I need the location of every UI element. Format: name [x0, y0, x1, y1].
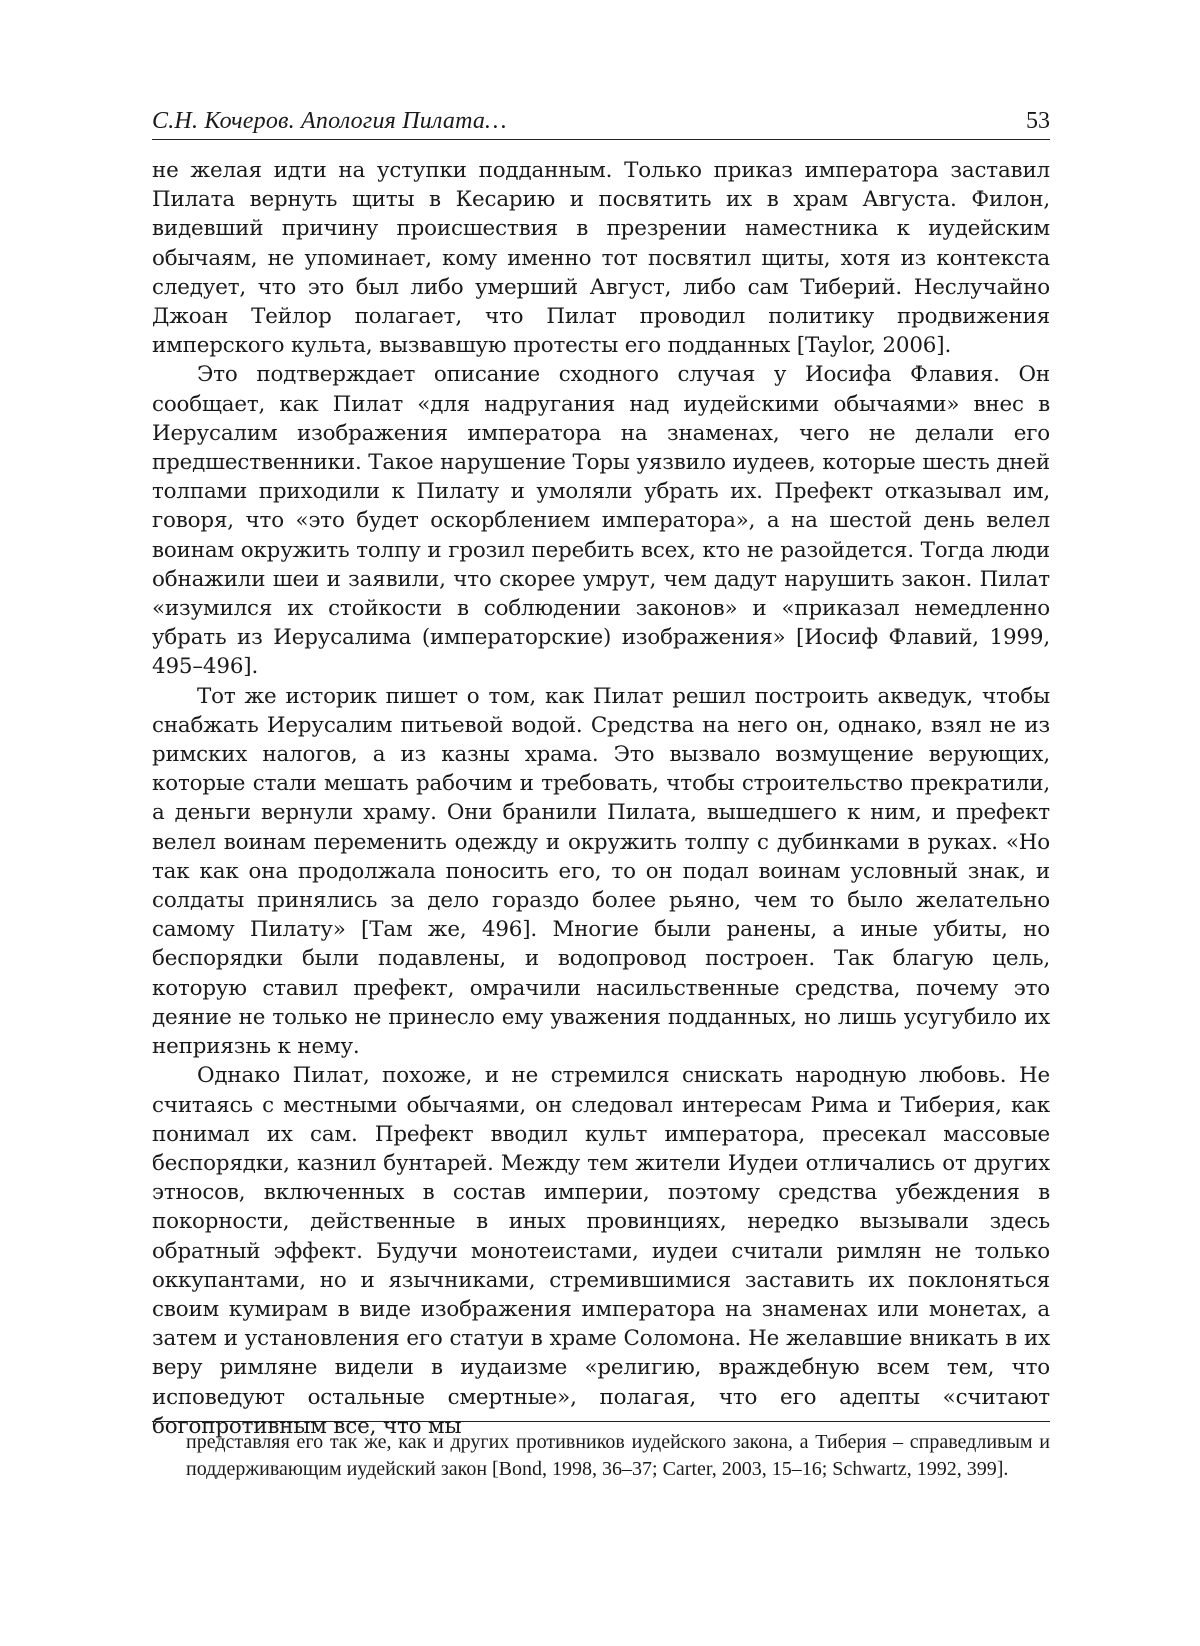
- footnote: [186, 1429, 1050, 1482]
- running-header: [152, 104, 1050, 140]
- paragraph-1: не желая идти на уступки подданным. Только приказ императора заставил Пилата вернуть щиты в Кесарию и посвятить их в храм Августа. Филон, видевший причину происшествия в презрении наместника к иудейским обычаям, не упоминает, кому именно тот посвятил щиты, хотя из контекста следует, что это был либо умерший Август, либо сам Тиберий. Неслучайно Джоан Тейлор полагает, что Пилат проводил политику продвижения имперского культа, вызвавшую протесты его подданных [Taylor, 2006].: [152, 158, 1050, 359]
- header-title: С.Н. Кочеров. Апология Пилата…: [152, 108, 507, 134]
- paragraph-4: Однако Пилат, похоже, и не стремился снискать народную любовь. Не считаясь с местными обычаями, он следовал интересам Рима и Тиберия, как понимал их сам. Префект вводил культ императора, пресекал массовые беспорядки, казнил бунтарей. Между тем жители Иудеи отличались от других этносов, включенных в состав империи, поэтому средства убеждения в покорности, действенные в иных провинциях, нередко вызывали здесь обратный эффект. Будучи монотеистами, иудеи считали римлян не только оккупантами, но и язычниками, стремившимися заставить их поклоняться своим кумирам в виде изображения императора на знаменах или монетах, а затем и установления его статуи в храме Соломона. Не желавшие вникать в их веру римляне видели в иудаизме «религию, враждебную всем тем, что исповедуют остальные смертные», полагая, что его адепты «считают богопротивным все, что мы: [152, 1063, 1050, 1439]
- body-text: [152, 156, 1050, 1441]
- footnote-text: представляя его так же, как и других противников иудейского закона, а Тиберия – справедливым и поддерживающим иудейский закон [Bond, 1998, 36–37; Carter, 2003, 15–16; Schwartz, 1992, 399].: [186, 1431, 1050, 1480]
- page-number: 53: [1026, 108, 1050, 134]
- paragraph-2: Это подтверждает описание сходного случая у Иосифа Флавия. Он сообщает, как Пилат «для надругания над иудейскими обычаями» внес в Иерусалим изображения императора на знаменах, чего не делали его предшественники. Такое нарушение Торы уязвило иудеев, которые шесть дней толпами приходили к Пилату и умоляли убрать их. Префект отказывал им, говоря, что «это будет оскорблением императора», а на шестой день велел воинам окружить толпу и грозил перебить всех, кто не разойдется. Тогда люди обнажили шеи и заявили, что скорее умрут, чем дадут нарушить закон. Пилат «изумился их стойкости в соблюдении законов» и «приказал немедленно убрать из Иерусалима (императорские) изображения» [Иосиф Флавий, 1999, 495–496].: [152, 362, 1050, 680]
- footnote-divider: [152, 1421, 1050, 1422]
- paragraph-3: Тот же историк пишет о том, как Пилат решил построить акведук, чтобы снабжать Иерусалим питьевой водой. Средства на него он, однако, взял не из римских налогов, а из казны храма. Это вызвало возмущение верующих, которые стали мешать рабочим и требовать, чтобы строительство прекратили, а деньги вернули храму. Они бранили Пилата, вышедшего к ним, и префект велел воинам переменить одежду и окружить толпу с дубинками в руках. «Но так как она продолжала поносить его, то он подал воинам условный знак, и солдаты принялись за дело гораздо более рьяно, чем то было желательно самому Пилату» [Там же, 496]. Многие были ранены, а иные убиты, но беспорядки были подавлены, и водопровод построен. Так благую цель, которую ставил префект, омрачили насильственные средства, почему это деяние не только не принесло ему уважения подданных, но лишь усугубило их неприязнь к нему.: [152, 683, 1050, 1060]
